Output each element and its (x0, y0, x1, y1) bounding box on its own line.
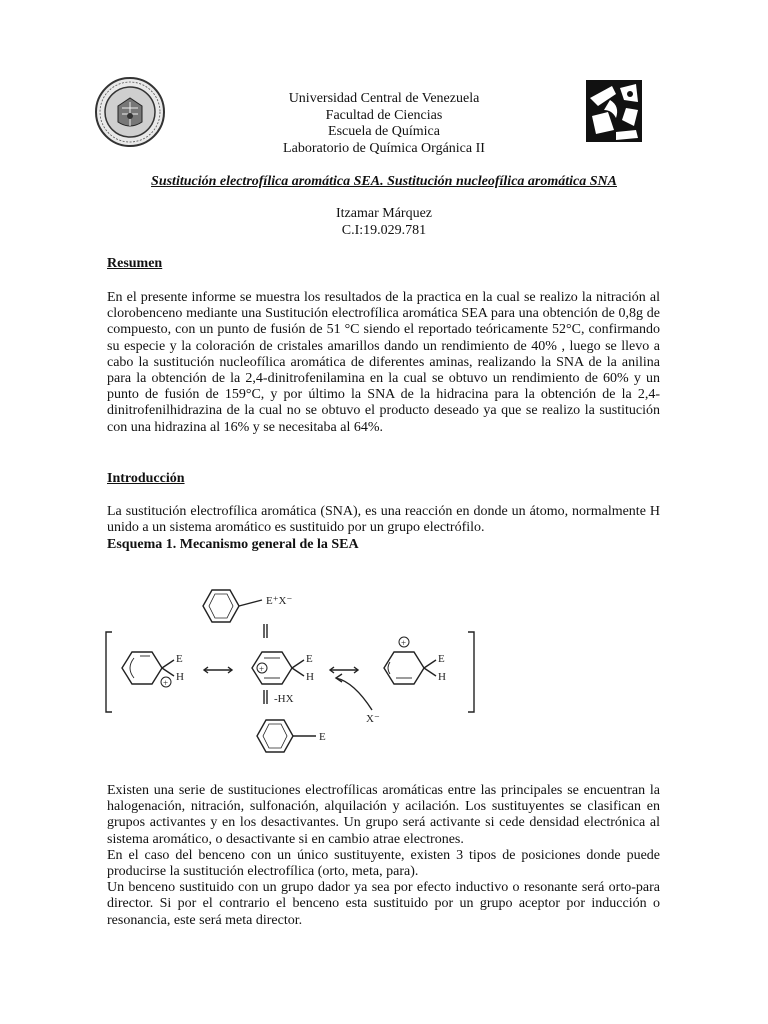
left-plus-label: + (163, 678, 169, 688)
body-paragraphs (107, 783, 660, 929)
author-id: C.I:19.029.781 (341, 222, 427, 238)
sea-mechanism-diagram (104, 580, 484, 765)
document-title: Sustitución electrofílica aromática SEA. Sustitución nucleofílica aromática SNA (151, 174, 617, 189)
right-e-label: E (438, 653, 445, 665)
resumen-paragraph (107, 290, 660, 436)
introduccion-text: La sustitución electrofílica aromática (SNA), es una reacción en donde un átomo, normalmente H unido a un sistema aromático es sustituido por un grupo electrófilo. (107, 504, 660, 536)
resumen-text: En el presente informe se muestra los resultados de la practica en la cual se realizo la nitración al clorobenceno mediante una Sustitución electrofílica aromática SEA para una obtención de 0,8g de compuesto, con un punto de fusión de 51 °C siendo el reportado teóricamente 52°C, confirmando su especie y la coloración de cristales amarillos dando un rendimiento de 40% , luego se llevo a cabo la sustitución nucleofílica aromática de diferentes aminas, realizando la SNA de la anilina para la obtención de la 2,4-dinitrofenilamina en la cual se obtuvo un rendimiento de 60% y un punto de fusión de 159°C, y por último la SNA de la hidracina para la obtención de la 2,4-dinitrofenilhidrazina de la cual no se obtuvo el producto deseado ya que se realizo la sustitución con una hidrazina al 16% y se necesitaba al 64%. (107, 290, 660, 435)
benzene-ring-product (257, 720, 293, 752)
author-name: Itzamar Márquez (336, 206, 432, 221)
body-paragraph-2: En el caso del benceno con un único sustituyente, existen 3 tipos de posiciones donde puede producirse la sustitución electrofílica (orto, meta, para). (107, 847, 660, 880)
hx-label: -HX (274, 693, 294, 705)
introduccion-heading: Introducción (107, 471, 185, 486)
header-faculty: Facultad de Ciencias (325, 107, 443, 123)
author-block (0, 206, 768, 239)
benzene-ring-middle (252, 652, 292, 684)
right-h-label: H (438, 671, 446, 683)
middle-e-label: E (306, 653, 313, 665)
left-e-label: E (176, 653, 183, 665)
middle-plus-label: + (259, 664, 265, 674)
right-plus-label: + (401, 638, 407, 648)
body-paragraph-1: Existen una serie de sustituciones electrofílicas aromáticas entre las principales se encuentran la halogenación, nitración, sulfonación, alquilación y acilación. Los sustituyentes se clasifican en grupos activantes y en los desactivantes. Un grupo será activante si cede densidad electrónica al sistema aromático, o desactivante si en cambio atrae electrones. (107, 783, 660, 847)
left-h-label: H (176, 671, 184, 683)
resumen-heading: Resumen (107, 256, 163, 271)
scheme-title: Esquema 1. Mecanismo general de la SEA (107, 537, 359, 552)
introduccion-paragraph (107, 504, 660, 536)
top-reagent-label: E⁺X⁻ (266, 595, 293, 607)
header-school: Escuela de Química (328, 124, 440, 140)
header-lab: Laboratorio de Química Orgánica II (283, 140, 485, 156)
benzene-ring-top (203, 590, 239, 622)
product-e-label: E (319, 731, 326, 743)
header-university: Universidad Central de Venezuela (288, 91, 480, 106)
body-paragraph-3: Un benceno sustituido con un grupo dador ya sea por efecto inductivo o resonante será orto-para director. Si por el contrario el benceno esta sustituido por un grupo aceptor por inducción o resonancia, este será meta director. (107, 880, 660, 928)
middle-h-label: H (306, 671, 314, 683)
institution-header (0, 91, 768, 157)
x-minus-label: X⁻ (366, 713, 380, 725)
